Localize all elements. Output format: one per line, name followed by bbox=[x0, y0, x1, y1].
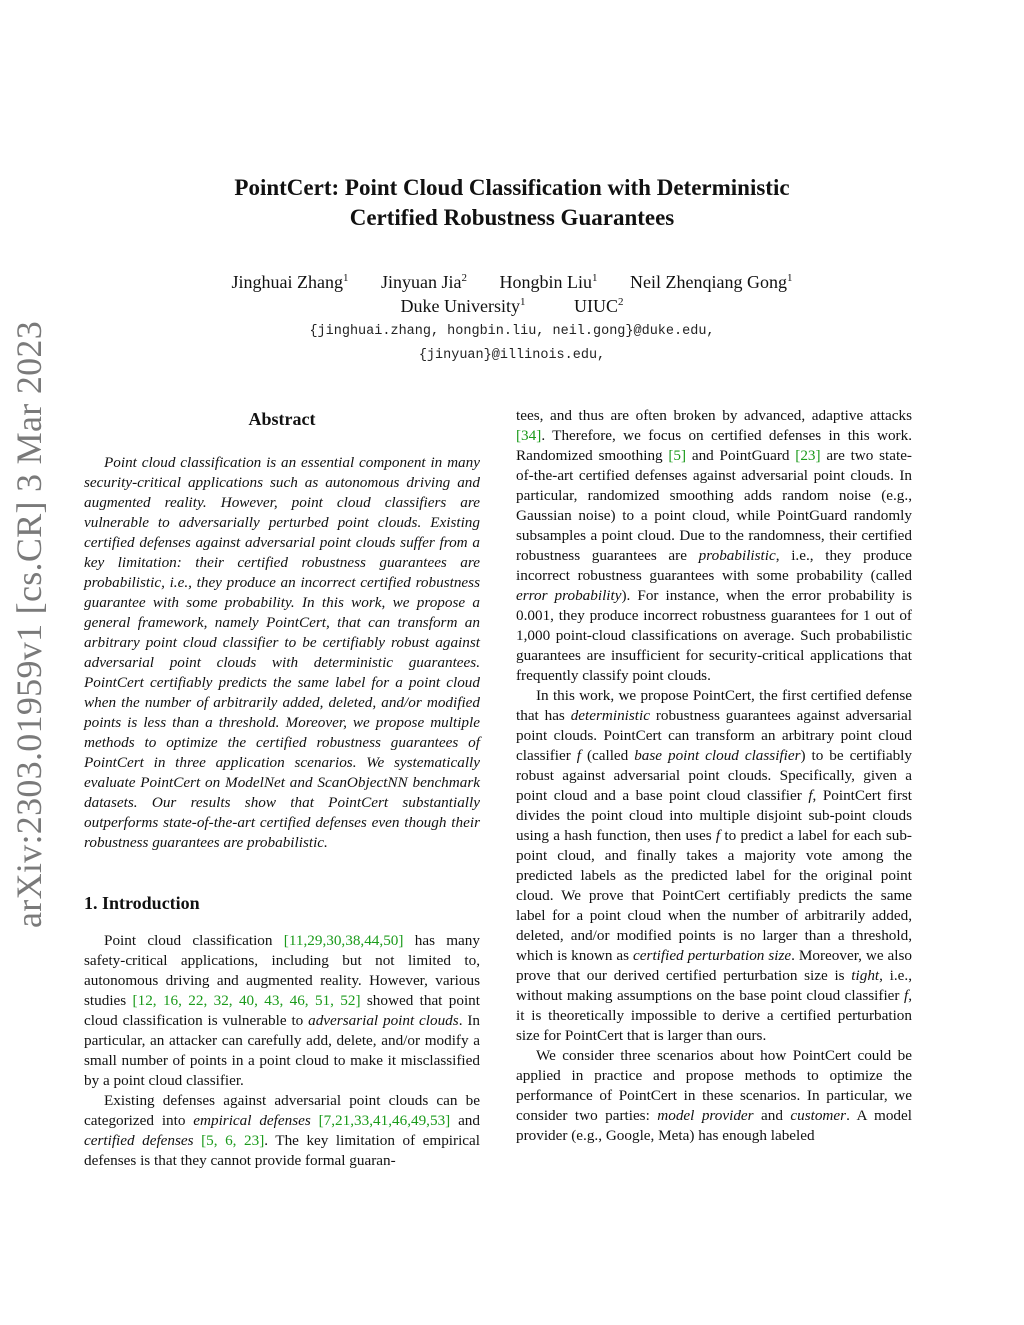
citation-link[interactable]: [23] bbox=[795, 447, 821, 464]
citation-link[interactable]: [5] bbox=[668, 447, 687, 464]
citation-link[interactable]: [11,29,30,38,44,50] bbox=[283, 932, 404, 949]
email-line-1: {jinghuai.zhang, hongbin.liu, neil.gong}@duke.edu, bbox=[309, 324, 715, 339]
author: Hongbin Liu$^1$ bbox=[499, 272, 598, 292]
intro-paragraph-2-continued: tees, and thus are often broken by advanced, adaptive attacks [34]. Therefore, we focus on certified defenses in this work. Randomized smoothing [5] and PointGuard [23] are two state-of-the-art certified defenses against adversarial point clouds. In particular, randomized smoothing adds random noise (e.g., Gaussian noise) to a point cloud, while PointGuard randomly subsamples a point cloud. Due to the randomness, their certified robustness guarantees are probabilistic, i.e., they produce incorrect robustness guarantees with some probability (called error probability). For instance, when the error probability is 0.001, they produce incorrect robustness guarantees for 1 out of 1,000 point-cloud classifications on average. Such probabilistic guarantees are insufficient for security-critical applications that frequently classify point clouds. bbox=[516, 407, 913, 684]
citation-link[interactable]: [34] bbox=[516, 427, 542, 444]
title-line-1: PointCert: Point Cloud Classification with Deterministic bbox=[234, 175, 790, 200]
abstract-heading: Abstract bbox=[248, 409, 316, 429]
affiliation: Duke University$^1$ bbox=[400, 296, 526, 316]
right-column bbox=[516, 406, 912, 1146]
author-emails bbox=[0, 320, 1024, 368]
author-list bbox=[0, 270, 1024, 294]
author: Jinghuai Zhang$^1$ bbox=[231, 272, 349, 292]
arxiv-watermark: arXiv:2303.01959v1 [cs.CR] 3 Mar 2023 bbox=[9, 320, 49, 928]
author: Neil Zhenqiang Gong$^1$ bbox=[630, 272, 793, 292]
left-column bbox=[84, 406, 480, 1171]
paper-title bbox=[0, 173, 1024, 233]
intro-paragraph-1: Point cloud classification [11,29,30,38,44,50] has many safety-critical applications, including but not limited to, autonomous driving and augmented reality. However, various studies [12, 16, 22, 32, 40, 43, 46, 51, 52] showed that point cloud classification is vulnerable to adversarial point clouds. In particular, an attacker can carefully add, delete, and/or modify a small number of points in a point cloud to make it misclassified by a point cloud classifier. bbox=[84, 932, 480, 1089]
intro-paragraph-2: Existing defenses against adversarial point clouds can be categorized into empirical defenses [7,21,33,41,46,49,53] and certified defenses [5, 6, 23]. The key limitation of empirical defenses is that they cannot provide formal guaran- bbox=[84, 1092, 481, 1169]
intro-paragraph-4: We consider three scenarios about how PointCert could be applied in practice and propose methods to optimize the performance of PointCert in these scenarios. In particular, we consider two parties: model provider and customer. A model provider (e.g., Google, Meta) has enough labeled bbox=[516, 1047, 912, 1144]
citation-link[interactable]: [12, 16, 22, 32, 40, 43, 46, 51, 52] bbox=[132, 992, 361, 1009]
affiliation: UIUC$^2$ bbox=[573, 296, 624, 316]
citation-link[interactable]: [5, 6, 23] bbox=[193, 1132, 265, 1149]
author: Jinyuan Jia$^2$ bbox=[381, 272, 467, 292]
citation-link[interactable]: [7,21,33,41,46,49,53] bbox=[310, 1112, 451, 1129]
affiliation-list bbox=[0, 294, 1024, 318]
email-line-2: {jinyuan}@illinois.edu, bbox=[418, 348, 606, 363]
abstract-text: Point cloud classification is an essential component in many security-critical applications such as autonomous driving and augmented reality. However, point cloud classifiers are vulnerable to adversarially perturbed point clouds. Existing certified defenses against adversarial point clouds suffer from a key limitation: their certified robustness guarantees are probabilistic, i.e., they produce an incorrect certified robustness guarantee with some probability. In this work, we propose a general framework, namely PointCert, that can transform an arbitrary point cloud classifier to be certifiably robust against adversarial point clouds with deterministic guarantees. PointCert certifiably predicts the same label for a point cloud when the number of arbitrarily added, deleted, and/or modified points is less than a threshold. Moreover, we propose multiple methods to optimize the certified robustness guarantees of PointCert in three application scenarios. We systematically evaluate PointCert on ModelNet and ScanObjectNN benchmark datasets. Our results show that PointCert substantially outperforms state-of-the-art certified defenses even though their robustness guarantees are probabilistic. bbox=[84, 454, 480, 851]
section-heading-introduction: 1. Introduction bbox=[84, 893, 200, 913]
title-line-2: Certified Robustness Guarantees bbox=[349, 205, 675, 230]
intro-paragraph-3: In this work, we propose PointCert, the first certified defense that has deterministic robustness guarantees against adversarial point clouds. PointCert can transform an arbitrary point cloud classifier f (called base point cloud classifier) to be certifiably robust against adversarial point clouds. Specifically, given a point cloud and a base point cloud classifier f, PointCert first divides the point cloud into multiple disjoint sub-point clouds using a hash function, then uses f to predict a label for each sub-point cloud, and finally takes a majority vote among the predicted labels as the predicted label for the original point cloud. We prove that PointCert certifiably predicts the same label for a point cloud when the number of arbitrarily added, deleted, and/or modified points is no larger than a threshold, which is known as certified perturbation size. Moreover, we also prove that our derived certified perturbation size is tight, i.e., without making assumptions on the base point cloud classifier f, it is theoretically impossible to derive a certified perturbation size for PointCert that is larger than ours. bbox=[516, 687, 913, 1044]
